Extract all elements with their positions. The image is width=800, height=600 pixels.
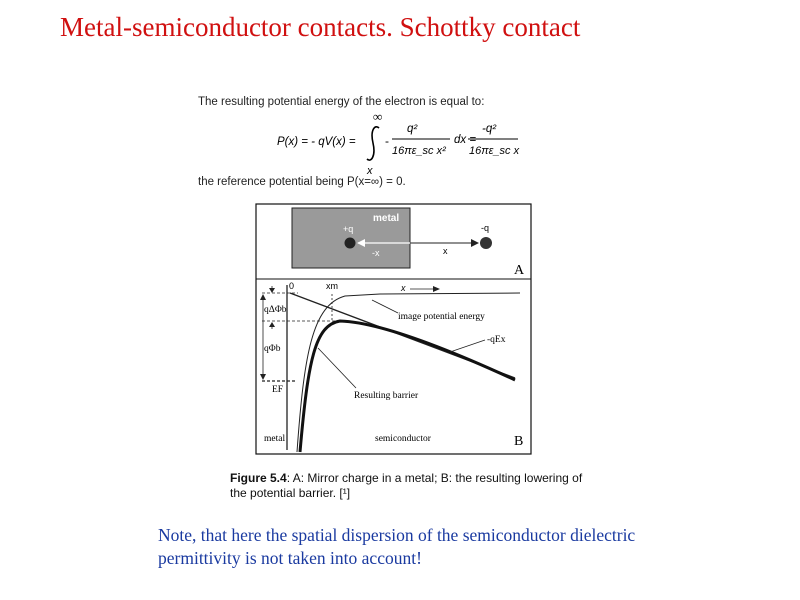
x-label-b: x: [401, 283, 406, 293]
resulting-barrier-label: Resulting barrier: [354, 391, 419, 401]
xm-label: xm: [326, 281, 338, 291]
panel-b-letter: B: [514, 434, 524, 449]
minus-x-label: -x: [372, 248, 380, 258]
caption-label: Figure 5.4: [230, 471, 287, 485]
q-phi-label: qΦb: [264, 344, 281, 354]
q-delta-phi-label: qΔΦb: [264, 305, 287, 315]
eq-upper-limit: ∞: [373, 109, 383, 124]
eq-den1: 16πε_sc x²: [392, 145, 446, 157]
reference-text: the reference potential being P(x=∞) = 0.: [198, 176, 406, 188]
slide-title: Metal-semiconductor contacts. Schottky contact: [60, 12, 581, 42]
zero-label: 0: [289, 281, 295, 291]
eq-dx: dx =: [454, 134, 477, 146]
caption-text: : A: Mirror charge in a metal; B: the resulting lowering of the potential barrier. [¹]: [230, 471, 583, 500]
semiconductor-region-label: semiconductor: [375, 434, 431, 444]
image-charge: [345, 238, 356, 249]
metal-label: metal: [373, 213, 400, 224]
ef-label: EF: [272, 385, 284, 395]
eq-lhs: P(x) = - qV(x) =: [277, 136, 356, 148]
panel-a-letter: A: [514, 263, 525, 278]
electron-charge: [480, 237, 492, 249]
figure-caption: [230, 471, 590, 501]
plus-q-label: +q: [343, 224, 354, 234]
eq-num1: q²: [407, 123, 418, 135]
note-text: Note, that here the spatial dispersion of the semiconductor dielectric permittivity is not taken into account!: [158, 525, 636, 568]
image-pe-label: image potential energy: [398, 312, 485, 322]
metal-region-label: metal: [264, 434, 286, 444]
qex-label: -qEx: [487, 335, 506, 345]
arrow-right: [471, 239, 479, 247]
x-label-a: x: [443, 246, 448, 256]
eq-minus: -: [385, 134, 389, 148]
intro-text: The resulting potential energy of the electron is equal to:: [198, 96, 485, 108]
minus-q-label: -q: [481, 223, 490, 233]
eq-num2: -q²: [482, 123, 497, 135]
eq-lower-limit: x: [367, 165, 373, 177]
eq-den2: 16πε_sc x: [469, 145, 520, 157]
